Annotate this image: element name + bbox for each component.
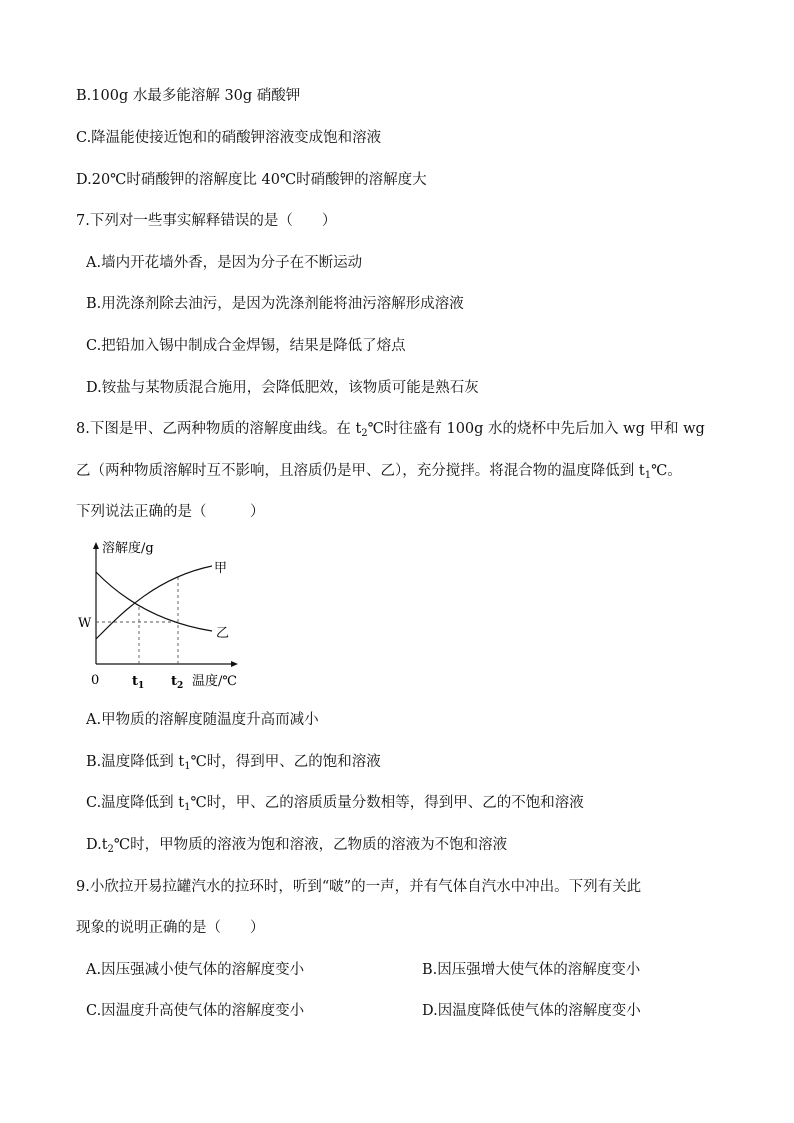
q8-text: 8.下图是甲、乙两种物质的溶解度曲线。在 t <box>76 421 362 437</box>
q8-text: 乙（两种物质溶解时互不影响，且溶质仍是甲、乙），充分搅拌。将混合物的温度降低到 t <box>76 463 645 479</box>
q8-stem-line3: 下列说法正确的是（ ） <box>76 504 265 520</box>
q8-text: C.温度降低到 t <box>86 795 185 811</box>
q9-stem-line1: 9.小欣拉开易拉罐汽水的拉环时，听到“啵”的一声，并有气体自汽水中冲出。下列有关此 <box>76 879 642 895</box>
q8-option-b <box>86 752 381 772</box>
q7-option-d: D.铵盐与某物质混合施用，会降低肥效，该物质可能是熟石灰 <box>86 380 479 396</box>
q9-option-d: D.因温度降低使气体的溶解度变小 <box>422 1003 641 1019</box>
q7-option-c: C.把铅加入锡中制成合金焊锡，结果是降低了熔点 <box>86 338 406 354</box>
q7-option-a: A.墙内开花墙外香，是因为分子在不断运动 <box>86 255 363 271</box>
q6-option-c: C.降温能使接近饱和的硝酸钾溶液变成饱和溶液 <box>76 130 382 146</box>
q7-option-b: B.用洗涤剂除去油污，是因为洗涤剂能将油污溶解形成溶液 <box>86 296 464 312</box>
q8-text: ℃时，得到甲、乙的饱和溶液 <box>190 754 381 770</box>
subscript: 1 <box>644 470 652 481</box>
q9-option-b: B.因压强增大使气体的溶解度变小 <box>422 962 641 978</box>
subscript: 2 <box>107 844 114 855</box>
q8-text: ℃时，甲物质的溶液为饱和溶液，乙物质的溶液为不饱和溶液 <box>113 837 508 853</box>
origin-label: 0 <box>91 673 100 688</box>
subscript: 2 <box>361 428 368 439</box>
q8-stem-line2 <box>76 461 682 481</box>
q8-option-a: A.甲物质的溶解度随温度升高而减小 <box>86 712 319 728</box>
q9-stem-line2: 现象的说明正确的是（ ） <box>76 920 265 936</box>
q7-stem: 7.下列对一些事实解释错误的是（ ） <box>76 213 337 229</box>
series-yi-label: 乙 <box>216 626 230 641</box>
q8-text: ℃时，甲、乙的溶质质量分数相等，得到甲、乙的不饱和溶液 <box>190 795 584 811</box>
q8-option-d <box>86 835 507 855</box>
q8-option-c <box>86 793 584 813</box>
q6-option-d: D.20℃时硝酸钾的溶解度比 40℃时硝酸钾的溶解度大 <box>76 172 427 188</box>
q9-option-a: A.因压强减小使气体的溶解度变小 <box>86 962 305 978</box>
q8-text: B.温度降低到 t <box>86 754 185 770</box>
x-axis-arrow <box>231 661 238 667</box>
y-tick-w: W <box>78 616 92 631</box>
solubility-chart-svg <box>74 536 246 694</box>
solubility-chart <box>74 536 246 694</box>
series-jia-label: 甲 <box>214 561 228 576</box>
y-axis-arrow <box>93 542 99 549</box>
subscript: 1 <box>184 761 191 772</box>
y-axis-label: 溶解度/g <box>102 541 154 556</box>
q6-option-b: B.100g 水最多能溶解 30g 硝酸钾 <box>76 88 301 104</box>
q9-option-c: C.因温度升高使气体的溶解度变小 <box>86 1003 305 1019</box>
x-axis-label: 温度/℃ <box>192 674 237 689</box>
x-tick-t2: $t_2$ <box>171 674 184 691</box>
q8-text: D.t <box>86 837 108 853</box>
x-tick-t1: $t_1$ <box>132 674 145 691</box>
q8-text: ℃时往盛有 100g 水的烧杯中先后加入 wg 甲和 wg <box>367 421 705 437</box>
q8-stem-line1 <box>76 419 705 439</box>
q8-text: ℃。 <box>651 463 682 479</box>
subscript: 1 <box>184 802 191 813</box>
